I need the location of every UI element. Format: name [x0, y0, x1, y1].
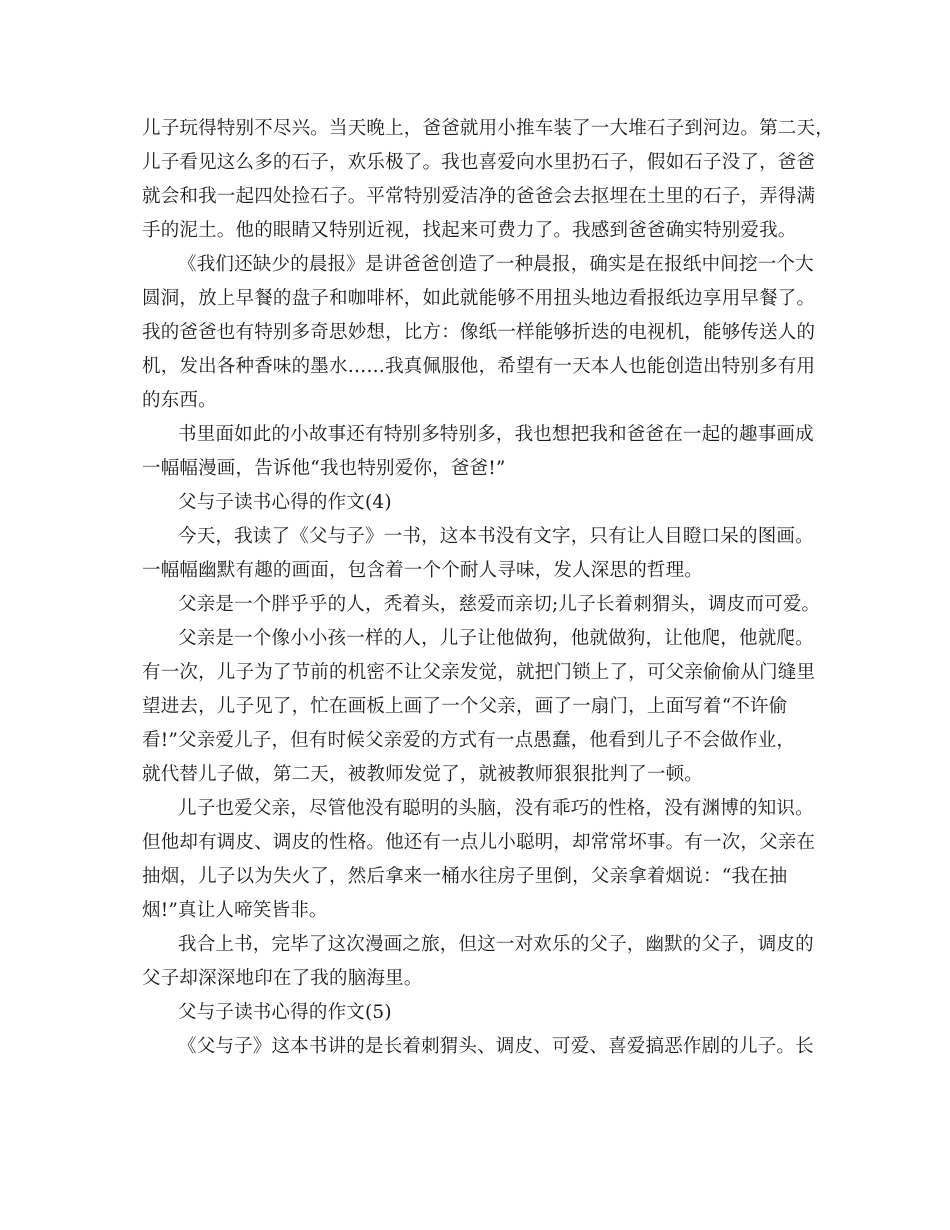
text-line: 父与子读书心得的作文(5) — [178, 1002, 392, 1023]
text-line: 儿子看见这么多的石子，欢乐极了。我也喜爱向水里扔石子，假如石子没了，爸爸 — [142, 152, 816, 173]
text-line: 一幅幅幽默有趣的画面，包含着一个个耐人寻味，发人深思的哲理。 — [142, 560, 704, 581]
text-line: 一幅幅漫画，告诉他“我也特别爱你，爸爸!” — [142, 458, 506, 479]
text-line: 父亲是一个胖乎乎的人，秃着头，慈爱而亲切;儿子长着刺猬头，调皮而可爱。 — [178, 594, 821, 615]
text-line: 我合上书，完毕了这次漫画之旅，但这一对欢乐的父子，幽默的父子，调皮的 — [178, 934, 814, 955]
text-line: 望进去，儿子见了，忙在画板上画了一个父亲，画了一扇门，上面写着“不许偷 — [142, 696, 788, 717]
text-line: 儿子玩得特别不尽兴。当天晚上，爸爸就用小推车装了一大堆石子到河边。第二天， — [142, 118, 834, 139]
text-line: 父亲是一个像小小孩一样的人，儿子让他做狗，他就做狗，让他爬，他就爬。 — [178, 628, 814, 649]
text-line: 看!”父亲爱儿子，但有时候父亲爱的方式有一点愚蠢，他看到儿子不会做作业， — [142, 730, 796, 751]
text-line: 父与子读书心得的作文(4) — [178, 492, 392, 513]
text-line: 我的爸爸也有特别多奇思妙想，比方：像纸一样能够折迭的电视机，能够传送人的 — [142, 322, 816, 343]
text-line: 父子却深深地印在了我的脑海里。 — [142, 968, 423, 989]
text-line: 有一次，儿子为了节前的机密不让父亲发觉，就把门锁上了，可父亲偷偷从门缝里 — [142, 662, 816, 683]
text-line: 抽烟，儿子以为失火了，然后拿来一桶水往房子里倒，父亲拿着烟说：“我在抽 — [142, 866, 788, 887]
text-line: 机，发出各种香味的墨水……我真佩服他，希望有一天本人也能创造出特别多有用 — [142, 356, 816, 377]
text-line: 儿子也爱父亲，尽管他没有聪明的头脑，没有乖巧的性格，没有渊博的知识。 — [178, 798, 814, 819]
text-line: 但他却有调皮、调皮的性格。他还有一点儿小聪明，却常常坏事。有一次，父亲在 — [142, 832, 816, 853]
text-line: 手的泥土。他的眼睛又特别近视，找起来可费力了。我感到爸爸确实特别爱我。 — [142, 220, 797, 241]
document-page — [142, 112, 834, 1064]
text-line: 就会和我一起四处捡石子。平常特别爱洁净的爸爸会去抠埋在土里的石子，弄得满 — [142, 186, 816, 207]
text-line: 烟!”真让人啼笑皆非。 — [142, 900, 328, 921]
text-line: 就代替儿子做，第二天，被教师发觉了，就被教师狠狠批判了一顿。 — [142, 764, 704, 785]
text-line: 圆洞，放上早餐的盘子和咖啡杯，如此就能够不用扭头地边看报纸边享用早餐了。 — [142, 288, 816, 309]
text-line: 《父与子》这本书讲的是长着刺猬头、调皮、可爱、喜爱搞恶作剧的儿子。长 — [178, 1036, 814, 1057]
text-line: 《我们还缺少的晨报》是讲爸爸创造了一种晨报，确实是在报纸中间挖一个大 — [178, 254, 814, 275]
text-line: 的东西。 — [142, 390, 217, 411]
text-line: 书里面如此的小故事还有特别多特别多，我也想把我和爸爸在一起的趣事画成 — [178, 424, 814, 445]
text-line: 今天，我读了《父与子》一书，这本书没有文字，只有让人目瞪口呆的图画。 — [178, 526, 814, 547]
